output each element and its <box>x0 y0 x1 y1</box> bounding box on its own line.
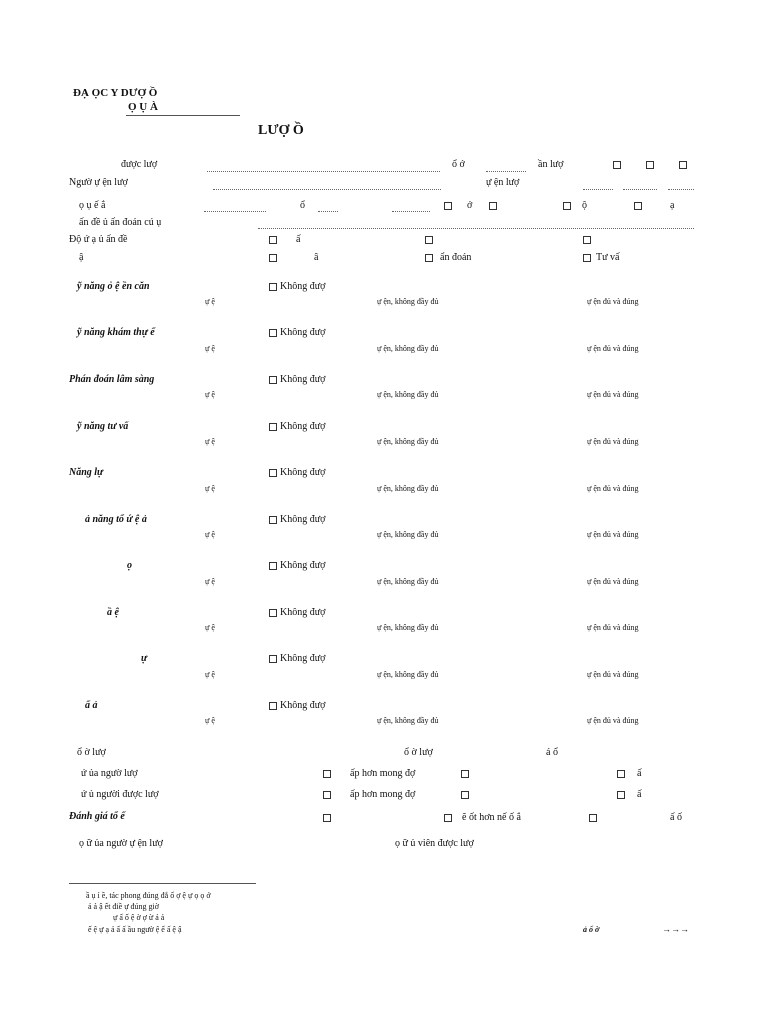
criterion-none-checkbox[interactable] <box>269 283 277 291</box>
criterion-opt-right: ự ện đủ và đúng <box>587 344 639 353</box>
criterion-none-checkbox[interactable] <box>269 655 277 663</box>
gender-checkbox-2[interactable] <box>489 202 497 210</box>
criterion-opt-mid: ự ện, không đầy đủ <box>377 623 439 632</box>
criterion-opt-right: ự ện đủ và đúng <box>587 716 639 725</box>
continue-arrows: →→→ <box>662 924 689 934</box>
evaluatee-label: được lượ <box>121 159 158 170</box>
age-label: ổ <box>300 200 305 211</box>
eval-date-label: ự ện lượ <box>486 177 520 188</box>
criterion-opt-left: ự ệ <box>205 623 215 632</box>
footnote-2: ả ả ậ ết điề ự đúng giờ <box>88 902 159 911</box>
criterion-opt-mid: ự ện, không đầy đủ <box>377 390 439 399</box>
criterion-none-label: Không đượ <box>280 327 326 338</box>
visit-type-checkbox-2[interactable] <box>634 202 642 210</box>
patient-info-field[interactable] <box>204 211 266 212</box>
evaluatee-sat-checkbox-2[interactable] <box>461 791 469 799</box>
criterion-opt-left: ự ệ <box>205 716 215 725</box>
evaluator-field[interactable] <box>213 189 441 190</box>
footnote-3: ự ấ ố ệ ờ ợ ừ ả ả <box>113 913 165 922</box>
criterion-opt-left: ự ệ <box>205 670 215 679</box>
criterion-none-checkbox[interactable] <box>269 609 277 617</box>
criterion-opt-right: ự ện đủ và đúng <box>587 623 639 632</box>
criterion-none-checkbox[interactable] <box>269 329 277 337</box>
problem-label: ấn đề ủ ấn đoán cú ụ <box>79 217 162 228</box>
evaluator-signature-label: ọ ữ ủa ngườ ự ện lượ <box>79 838 163 849</box>
evaluatee-signature-label: ọ ữ ủ viên được lượ <box>395 838 474 849</box>
criterion-none-label: Không đượ <box>280 514 326 525</box>
criterion-none-checkbox[interactable] <box>269 562 277 570</box>
evaluator-sat-checkbox-3[interactable] <box>617 770 625 778</box>
age-field[interactable] <box>318 211 338 212</box>
footnote-separator <box>69 883 256 884</box>
evaluator-sat-option-3: ấ <box>637 768 642 779</box>
criterion-opt-mid: ự ện, không đầy đủ <box>377 530 439 539</box>
overall-checkbox-3[interactable] <box>589 814 597 822</box>
attempt-checkbox-1[interactable] <box>613 161 621 169</box>
footnote-1: ầ ụ ỉ ề, tác phong đúng đắ ổ ợ ệ ự ọ ọ ớ <box>86 891 211 900</box>
evaluator-satisfaction-label: ứ ủa ngườ lượ <box>81 768 138 779</box>
record-number-field[interactable] <box>486 171 526 172</box>
criterion-opt-mid: ự ện, không đầy đủ <box>377 716 439 725</box>
criterion-label: Phán đoán lâm sàng <box>69 374 155 385</box>
visit-type-label-1: ộ <box>582 200 587 211</box>
time-feedback-label: ổ ờ lượ <box>404 747 433 758</box>
evaluator-sat-checkbox-2[interactable] <box>461 770 469 778</box>
criterion-opt-right: ự ện đủ và đúng <box>587 484 639 493</box>
gender-label: ớ <box>467 200 473 211</box>
criterion-none-label: Không đượ <box>280 653 326 664</box>
complexity-label: Độ ứ ạ ủ ấn đề <box>69 234 128 245</box>
criterion-label: ự <box>141 653 147 664</box>
overall-option-4: ấ ố <box>670 812 682 823</box>
criterion-opt-right: ự ện đủ và đúng <box>587 577 639 586</box>
time-observation-label: ổ ờ lượ <box>77 747 106 758</box>
criterion-opt-left: ự ệ <box>205 297 215 306</box>
complexity-checkbox-2[interactable] <box>425 236 433 244</box>
time-feedback-unit: á ổ <box>546 747 558 758</box>
complexity-checkbox-1[interactable] <box>269 236 277 244</box>
criterion-none-checkbox[interactable] <box>269 702 277 710</box>
criterion-label: ầ ệ <box>107 607 119 618</box>
criterion-opt-mid: ự ện, không đầy đủ <box>377 297 439 306</box>
criterion-opt-left: ự ệ <box>205 344 215 353</box>
criterion-opt-mid: ự ện, không đầy đủ <box>377 484 439 493</box>
evaluatee-field[interactable] <box>207 171 440 172</box>
attempt-checkbox-3[interactable] <box>679 161 687 169</box>
overall-assessment-label: Đánh giá tổ ể <box>69 811 125 822</box>
eval-date-year[interactable] <box>668 189 694 190</box>
criterion-none-checkbox[interactable] <box>269 423 277 431</box>
focus-checkbox-2[interactable] <box>425 254 433 262</box>
criterion-none-label: Không đượ <box>280 421 326 432</box>
criterion-none-label: Không đượ <box>280 374 326 385</box>
criterion-opt-mid: ự ện, không đầy đủ <box>377 437 439 446</box>
focus-option-2: ẩn đoán <box>440 252 472 263</box>
criterion-none-label: Không đượ <box>280 607 326 618</box>
overall-checkbox-1[interactable] <box>323 814 331 822</box>
eval-date-month[interactable] <box>623 189 657 190</box>
institution-name: ĐẠ ỌC Y DƯỢ Ồ <box>73 87 158 99</box>
criterion-label: ả năng tổ ứ ệ ả <box>85 514 147 525</box>
criterion-opt-right: ự ện đủ và đúng <box>587 390 639 399</box>
criterion-opt-left: ự ệ <box>205 437 215 446</box>
criterion-opt-right: ự ện đủ và đúng <box>587 530 639 539</box>
criterion-opt-mid: ự ện, không đầy đủ <box>377 670 439 679</box>
criterion-opt-right: ự ện đủ và đúng <box>587 670 639 679</box>
eval-date-day[interactable] <box>583 189 613 190</box>
gender-checkbox-1[interactable] <box>444 202 452 210</box>
attempt-checkbox-2[interactable] <box>646 161 654 169</box>
complexity-checkbox-3[interactable] <box>583 236 591 244</box>
record-number-label: ổ ớ <box>452 159 465 170</box>
focus-label: ậ <box>79 252 84 263</box>
evaluatee-sat-option-1: ấp hơn mong đợ <box>350 789 416 800</box>
focus-option-1: â <box>314 252 319 263</box>
patient-info-label: ọ ụ ế ắ <box>79 200 106 211</box>
footnote-4: ế ệ ự ạ ả ấ ấ ầu ngườ ệ ế ấ ệ ậ <box>88 925 182 934</box>
faculty-underline <box>126 115 240 116</box>
evaluatee-sat-checkbox-1[interactable] <box>323 791 331 799</box>
criterion-opt-left: ự ệ <box>205 530 215 539</box>
criterion-none-label: Không đượ <box>280 467 326 478</box>
criterion-none-label: Không đượ <box>280 560 326 571</box>
overall-option-2: ẽ ốt hơn nế ố ắ <box>462 812 521 823</box>
criterion-none-checkbox[interactable] <box>269 516 277 524</box>
problem-field[interactable] <box>258 228 694 229</box>
criterion-none-label: Không đượ <box>280 281 326 292</box>
evaluatee-sat-option-3: ấ <box>637 789 642 800</box>
criterion-label: ấ ả <box>85 700 98 711</box>
focus-checkbox-1[interactable] <box>269 254 277 262</box>
criterion-opt-right: ự ện đủ và đúng <box>587 437 639 446</box>
criterion-opt-mid: ự ện, không đầy đủ <box>377 344 439 353</box>
evaluator-sat-option-1: ấp hơn mong đợ <box>350 768 416 779</box>
complexity-option-1: ấ <box>296 234 301 245</box>
evaluatee-sat-checkbox-3[interactable] <box>617 791 625 799</box>
overall-checkbox-2[interactable] <box>444 814 452 822</box>
attempt-label: ần lượ <box>538 159 564 170</box>
criterion-opt-right: ự ện đủ và đúng <box>587 297 639 306</box>
focus-option-3: Tư vấ <box>596 252 620 263</box>
evaluatee-satisfaction-label: ứ ủ người được lượ <box>81 789 159 800</box>
footnote-4-emphasis: ả ổ ờ <box>583 925 600 934</box>
visit-type-checkbox-1[interactable] <box>563 202 571 210</box>
evaluator-sat-checkbox-1[interactable] <box>323 770 331 778</box>
criterion-label: ỹ năng ỏ ệ ền căn <box>77 281 150 292</box>
criterion-none-label: Không đượ <box>280 700 326 711</box>
criterion-opt-left: ự ệ <box>205 484 215 493</box>
criterion-opt-mid: ự ện, không đầy đủ <box>377 577 439 586</box>
criterion-none-checkbox[interactable] <box>269 376 277 384</box>
criterion-label: ỹ năng tư vấ <box>77 421 129 432</box>
form-title: LƯỢ Ồ <box>258 123 304 138</box>
criterion-label: ỹ năng khám thự ể <box>77 327 155 338</box>
criterion-label: Năng lự <box>69 467 104 478</box>
faculty-name: Ọ Ụ À <box>128 101 158 113</box>
evaluator-label: Ngườ ự ện lượ <box>69 177 128 188</box>
focus-checkbox-3[interactable] <box>583 254 591 262</box>
visit-type-label-2: ạ <box>670 200 675 211</box>
patient-extra-field[interactable] <box>392 211 430 212</box>
criterion-opt-left: ự ệ <box>205 577 215 586</box>
criterion-label: ọ <box>127 560 132 571</box>
criterion-none-checkbox[interactable] <box>269 469 277 477</box>
criterion-opt-left: ự ệ <box>205 390 215 399</box>
